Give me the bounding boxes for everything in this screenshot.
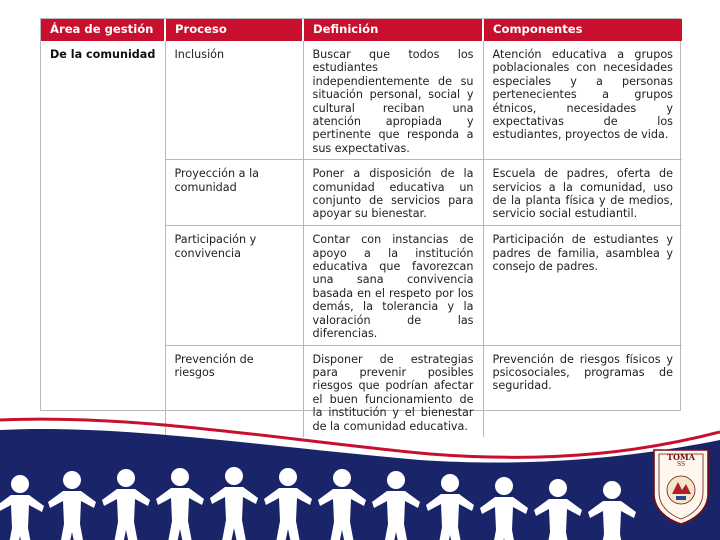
definicion-cell: Poner a disposición de la comunidad educativa un conjunto de servicios para apoyar su bienestar.: [303, 160, 483, 226]
proceso-cell: Proyección a la comunidad: [165, 160, 303, 226]
componentes-cell: Prevención de riesgos físicos y psicosociales, programas de seguridad.: [492, 352, 673, 393]
componentes-cell: Atención educativa a grupos poblacionales con necesidades especiales y a personas pertenecientes a grupos étnicos, necesidades y expectativas de los estudiantes, proyectos de vida.: [483, 41, 682, 160]
definicion-cell: Contar con instancias de apoyo a la institución educativa que favorezcan una sana convivencia basada en el respeto por los demás, la tolerancia y la valoración de las diferencias.: [303, 226, 483, 345]
table-header-row: [41, 19, 682, 41]
process-table-container: [40, 18, 681, 433]
definicion-cell: Buscar que todos los estudiantes independientemente de su situación personal, social y cultural reciban una atención apropiada y pertinente que responda a sus expectativas.: [303, 41, 483, 160]
school-seal-logo: [650, 446, 712, 526]
header-definicion: Definición: [303, 19, 483, 41]
proceso-cell: Inclusión: [165, 41, 303, 160]
componentes-cell: Escuela de padres, oferta de servicios a la comunidad, uso de la planta física y de medios, servicio social estudiantil.: [483, 160, 682, 226]
area-cell: De la comunidad: [41, 41, 165, 437]
seal-title: TOMA: [667, 452, 695, 462]
proceso-cell: Participación y convivencia: [165, 226, 303, 345]
table-row: [41, 41, 682, 160]
header-componentes: Componentes: [483, 19, 682, 41]
seal-subtitle: SS: [676, 461, 686, 468]
definicion-cell: Disponer de estrategias para prevenir posibles riesgos que podrían afectar el buen funcionamiento de la institución y el bienestar de la comunidad educativa.: [303, 345, 483, 437]
componentes-cell: Participación de estudiantes y padres de familia, asamblea y consejo de padres.: [483, 226, 682, 345]
decorative-band: [0, 410, 720, 540]
proceso-cell: Prevención de riesgos: [165, 345, 303, 437]
header-area: Área de gestión: [41, 19, 165, 41]
header-proceso: Proceso: [165, 19, 303, 41]
process-table: [41, 19, 682, 437]
